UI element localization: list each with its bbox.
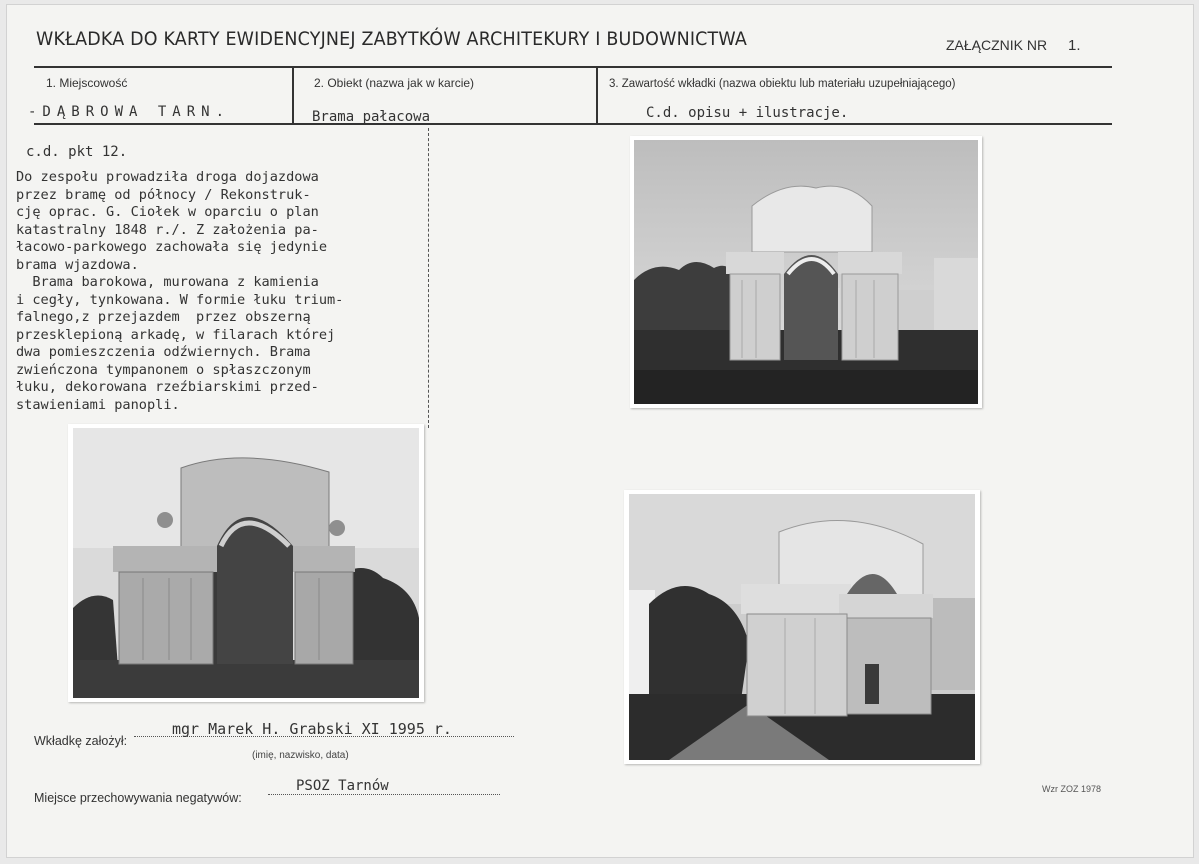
photo-gate-front-icon <box>634 140 978 404</box>
photo-gate-side-right <box>624 490 980 764</box>
card-title: WKŁADKA DO KARTY EWIDENCYJNEJ ZABYTKÓW ARCHITEKURY I BUDOWNICTWA <box>36 28 748 50</box>
header-divider-1 <box>292 66 294 124</box>
photo-gate-side-left <box>68 424 424 702</box>
author-hint: (imię, nazwisko, data) <box>252 750 349 761</box>
description-line: cję oprac. G. Ciołek w oparciu o plan <box>16 204 319 220</box>
description-line: brama wjazdowa. <box>16 256 139 273</box>
description-line: przez bramę od północy / Rekonstruk- <box>16 186 311 203</box>
negatives-label: Miejsce przechowywania negatywów: <box>34 791 242 805</box>
description-line: dwa pomieszczenia odźwiernych. Brama <box>16 344 311 360</box>
place-label: 1. Miejscowość <box>46 76 128 90</box>
header-rule-top <box>34 66 1112 68</box>
object-value: Brama pałacowa <box>312 109 431 125</box>
negatives-value: PSOZ Tarnów <box>296 778 389 794</box>
header-rule-bottom <box>34 123 1112 125</box>
description-line: falnego,z przejazdem przez obszerną <box>16 309 311 325</box>
place-value: -DĄBROWA TARN. <box>28 104 231 120</box>
attachment-number: 1. <box>1068 37 1081 54</box>
author-value: mgr Marek H. Grabski XI 1995 r. <box>172 720 452 738</box>
description-line: łacowo-parkowego zachowała się jedynie <box>16 239 327 255</box>
contents-value: C.d. opisu + ilustracje. <box>646 105 849 121</box>
photo-gate-front <box>630 136 982 408</box>
inventory-card-sheet <box>6 4 1194 858</box>
description-line: łuku, dekorowana rzeźbiarskimi przed- <box>16 379 319 395</box>
header-divider-2 <box>596 66 598 124</box>
description-line: Do zespołu prowadziła droga dojazdowa <box>16 169 319 185</box>
photo-gate-side-right-icon <box>629 494 975 760</box>
photo-gate-side-left-icon <box>73 428 419 698</box>
description-line: Brama barokowa, murowana z kamienia <box>16 274 319 290</box>
negatives-dotted-line <box>268 794 500 795</box>
description-line: zwieńczona tympanonem o spłaszczonym <box>16 361 311 378</box>
attachment-label: ZAŁĄCZNIK NR <box>946 37 1048 53</box>
author-label: Wkładkę założył: <box>34 734 128 748</box>
description-line: i cegły, tynkowana. W formie łuku trium- <box>16 291 344 308</box>
contents-label: 3. Zawartość wkładki (nazwa obiektu lub materiału uzupełniającego) <box>609 78 956 90</box>
description-line: katastralny 1848 r./. Z założenia pa- <box>16 221 319 238</box>
form-code: Wzr ZOZ 1978 <box>1042 784 1102 794</box>
object-label: 2. Obiekt (nazwa jak w karcie) <box>314 76 475 90</box>
description-text <box>16 169 436 414</box>
continuation-heading: c.d. pkt 12. <box>26 144 128 160</box>
description-line: przesklepioną arkadę, w filarach której <box>16 326 336 343</box>
description-line: stawieniami panopli. <box>16 396 180 413</box>
